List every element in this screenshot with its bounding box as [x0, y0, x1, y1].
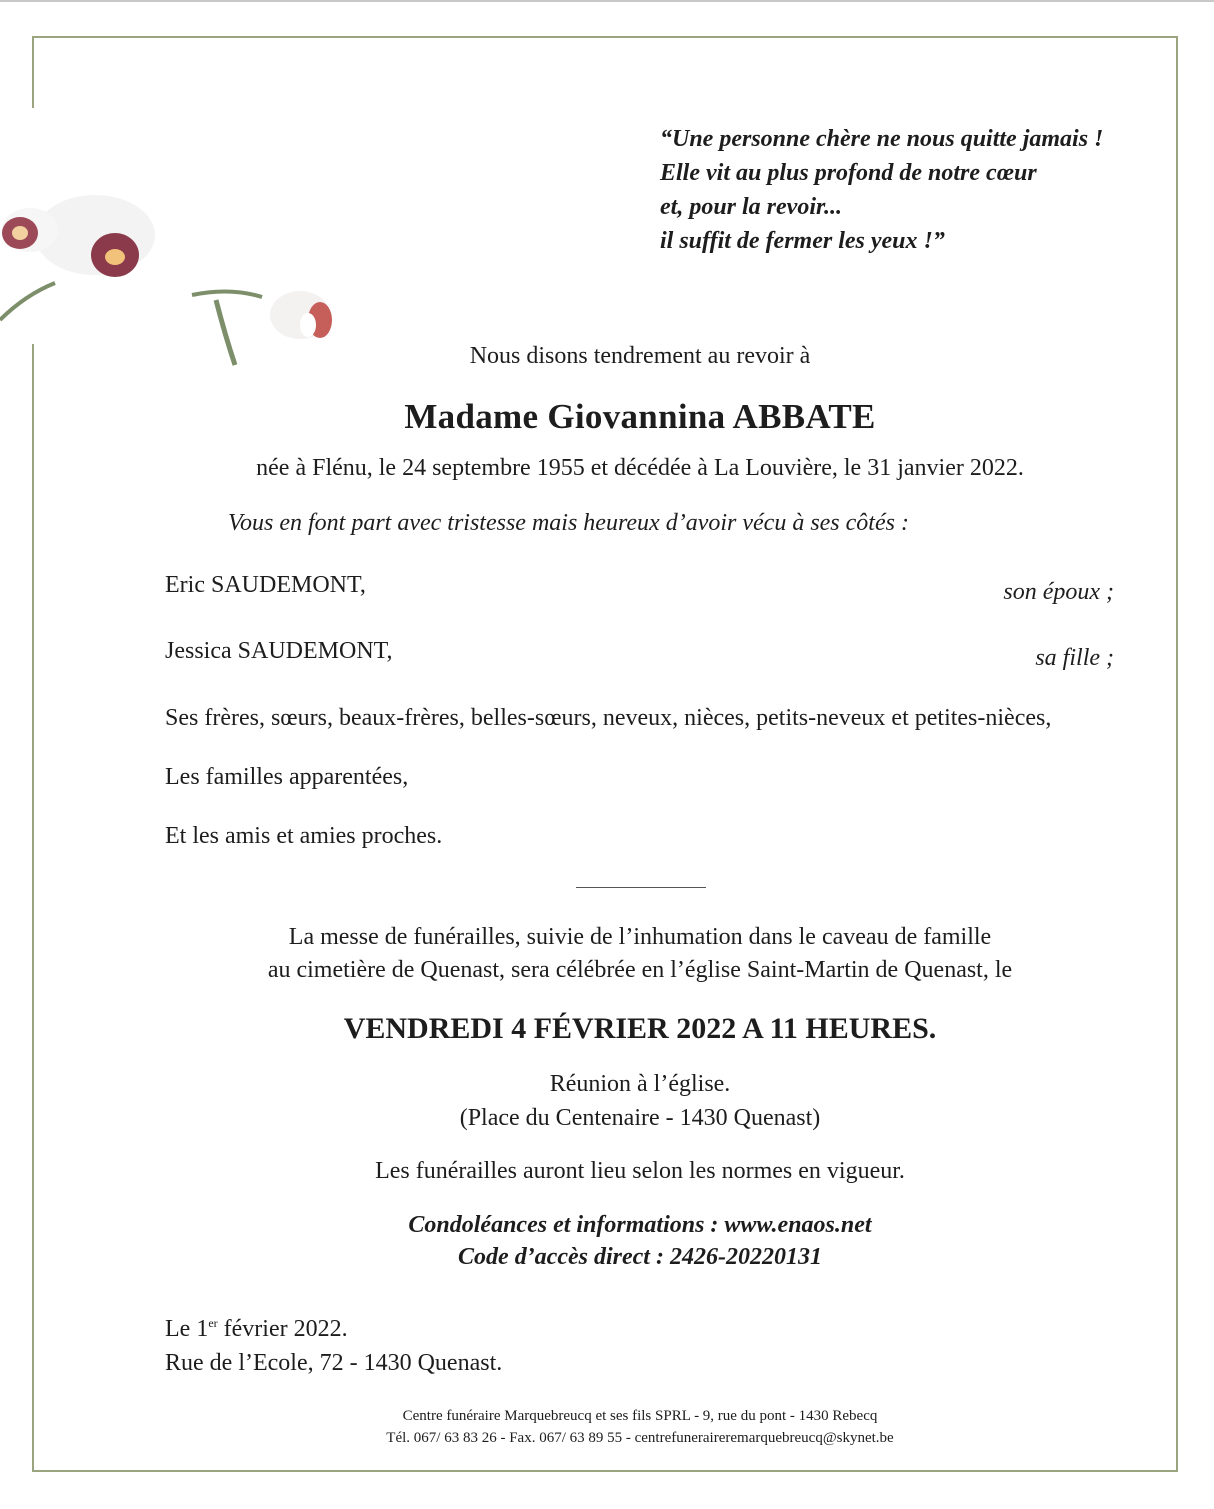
access-code: Code d’accès direct : 2426-20220131	[458, 1244, 822, 1270]
norms-notice: Les funérailles auront lieu selon les normes en vigueur.	[375, 1158, 905, 1184]
relative-name: Jessica SAUDEMONT,	[165, 638, 393, 664]
date-superscript: er	[208, 1316, 218, 1330]
funeral-home-address: Centre funéraire Marquebreucq et ses fils SPRL - 9, rue du pont - 1430 Rebecq	[402, 1408, 878, 1424]
condolences-info: Condoléances et informations : www.enaos.net	[408, 1212, 872, 1238]
section-divider	[576, 887, 706, 888]
ceremony-line: au cimetière de Quenast, sera célébrée en l’église Saint-Martin de Quenast, le	[267, 957, 1013, 983]
quote-line: “Une personne chère ne nous quitte jamais !	[660, 126, 1104, 152]
signature-date	[165, 1312, 348, 1346]
birth-death-dates: née à Flénu, le 24 septembre 1955 et décédée à La Louvière, le 31 janvier 2022.	[256, 455, 1024, 481]
quote-line: Elle vit au plus profond de notre cœur	[660, 160, 1037, 186]
family-line: Ses frères, sœurs, beaux-frères, belles-sœurs, neveux, nièces, petits-neveux et petites-nièces,	[165, 705, 1052, 731]
meeting-place: Réunion à l’église.	[549, 1071, 731, 1097]
announcement-line: Vous en font part avec tristesse mais heureux d’avoir vécu à ses côtés :	[228, 510, 909, 536]
family-line: Et les amis et amies proches.	[165, 823, 443, 849]
quote-line: il suffit de fermer les yeux !”	[660, 228, 945, 254]
signature-address: Rue de l’Ecole, 72 - 1430 Quenast.	[165, 1350, 503, 1376]
ceremony-datetime: VENDREDI 4 FÉVRIER 2022 A 11 HEURES.	[343, 1012, 937, 1045]
date-suffix: février 2022.	[217, 1316, 348, 1342]
meeting-address: (Place du Centenaire - 1430 Quenast)	[459, 1105, 821, 1131]
opening-quote	[660, 122, 1160, 258]
date-prefix: Le 1	[165, 1316, 209, 1342]
relative-role: sa fille ;	[1035, 645, 1114, 671]
relative-role: son époux ;	[1003, 579, 1114, 605]
relative-name: Eric SAUDEMONT,	[165, 572, 366, 598]
funeral-home-contact: Tél. 067/ 63 83 26 - Fax. 067/ 63 89 55 - centrefuneraireremarquebreucq@skynet.be	[386, 1430, 894, 1446]
deceased-name: Madame Giovannina ABBATE	[404, 397, 876, 436]
quote-line: et, pour la revoir...	[660, 194, 843, 220]
farewell-intro: Nous disons tendrement au revoir à	[469, 343, 811, 369]
ceremony-line: La messe de funérailles, suivie de l’inhumation dans le caveau de famille	[288, 924, 992, 950]
page-top-edge	[0, 0, 1214, 2]
family-line: Les familles apparentées,	[165, 764, 409, 790]
